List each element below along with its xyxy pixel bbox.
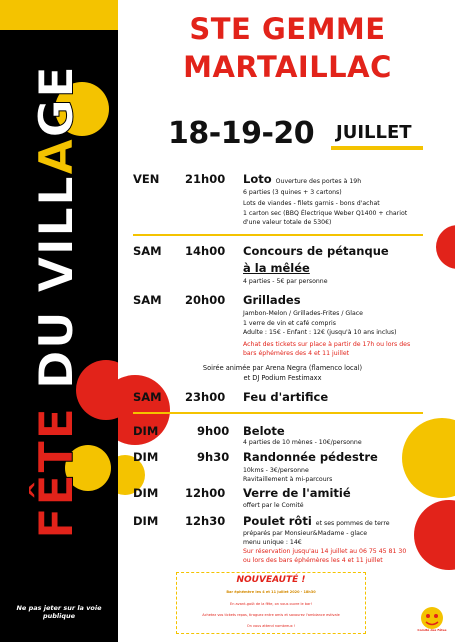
deco-circle-mid-right [402, 418, 455, 498]
row-time: 9h00 [197, 424, 230, 438]
comite-logo-text: Comité des Fêtes [417, 628, 447, 632]
event-month: JUILLET [336, 122, 412, 143]
row-time: 23h00 [185, 390, 226, 404]
row-day: SAM [133, 390, 162, 404]
date-underline [331, 146, 423, 150]
row-note: ou lors des bars éphémères les 4 et 11 juillet [243, 557, 383, 564]
band-yellow-stripe [0, 0, 118, 30]
vertical-title: FÊTE DU VILLAGE [29, 64, 85, 540]
row-event: Randonnée pédestre [243, 450, 378, 464]
soiree-line-2: et DJ Podium Festimaxx [243, 374, 322, 382]
left-band [0, 0, 118, 642]
deco-circle-top-right [436, 225, 455, 269]
title-line-2: MARTAILLAC [183, 50, 392, 84]
row-event: Concours de pétanque [243, 244, 389, 258]
row-event: Belote [243, 424, 285, 438]
row-day: VEN [133, 172, 160, 186]
soiree-line-1: Soirée animée par Arena Negra (flamenco local) [202, 364, 363, 372]
row-detail: 4 parties de 10 mènes - 10€/personne [243, 439, 362, 446]
row-time: 21h00 [185, 172, 226, 186]
row-detail: Lots de viandes - filets garnis - bons d'achat [243, 200, 380, 207]
row-detail: offert par le Comité [243, 502, 304, 509]
footer-note: Ne pas jeter sur la voie publique [16, 604, 102, 620]
row-detail: préparés par Monsieur&Madame - glace [243, 530, 368, 537]
nouveaute-line: Bar éphémère les 4 et 11 juillet 2020 - 18h30 [226, 590, 316, 594]
row-day: SAM [133, 244, 162, 258]
row-time: 14h00 [185, 244, 226, 258]
event-dates: 18-19-20 [168, 116, 315, 151]
row-detail: d'une valeur totale de 530€) [243, 219, 332, 226]
row-detail: menu unique : 14€ [243, 539, 302, 546]
row-event-line2: à la mêlée [243, 261, 310, 275]
separator [133, 412, 423, 414]
row-time: 12h00 [185, 486, 226, 500]
row-day: DIM [133, 424, 159, 438]
row-day: DIM [133, 486, 159, 500]
row-detail: Ravitaillement à mi-parcours [243, 476, 333, 483]
row-day: SAM [133, 293, 162, 307]
row-time: 12h30 [185, 514, 226, 528]
row-detail: 1 carton sec (BBQ Électrique Weber Q1400 + chariot [243, 210, 408, 217]
row-detail: Adulte : 15€ - Enfant : 12€ (jusqu'à 10 ans inclus) [243, 329, 397, 336]
nouveaute-title: NOUVEAUTÉ ! [236, 575, 306, 585]
nouveaute-line: En avant-goût de la fête, on vous ouvre le bar! [229, 602, 313, 606]
nouveaute-line: Achetez vos tickets repas, tiraguez entre amis et savourez l'ambiance estivale [202, 613, 340, 617]
row-detail: 10kms - 3€/personne [243, 467, 309, 474]
nouveaute-line: On vous attend nombreux ! [246, 624, 296, 628]
separator [133, 234, 423, 236]
row-detail: 1 verre de vin et café compris [243, 320, 336, 327]
row-detail: Jambon-Melon / Grillades-Frites / Glace [243, 310, 363, 317]
row-event: Loto Ouverture des portes à 19h [243, 172, 362, 186]
row-event: Poulet rôti et ses pommes de terre [243, 514, 390, 528]
row-day: DIM [133, 514, 159, 528]
row-day: DIM [133, 450, 159, 464]
row-detail: 6 parties (3 quines + 3 cartons) [243, 189, 342, 196]
row-note: bars éphémères des 4 et 11 juillet [243, 350, 350, 357]
row-time: 9h30 [197, 450, 230, 464]
row-event: Feu d'artifice [243, 390, 329, 404]
row-note: Achat des tickets sur place à partir de 17h ou lors des [243, 341, 411, 348]
title-line-1: STE GEMME [189, 12, 386, 46]
deco-circle-bottom-right [414, 500, 455, 570]
row-time: 20h00 [185, 293, 226, 307]
row-note: Sur réservation jusqu'au 14 juillet au 06 75 45 81 30 [243, 548, 407, 555]
row-detail: 4 parties - 5€ par personne [243, 278, 328, 285]
row-event: Grillades [243, 293, 301, 307]
nouveaute-box [176, 572, 366, 634]
row-event: Verre de l'amitié [243, 486, 351, 500]
